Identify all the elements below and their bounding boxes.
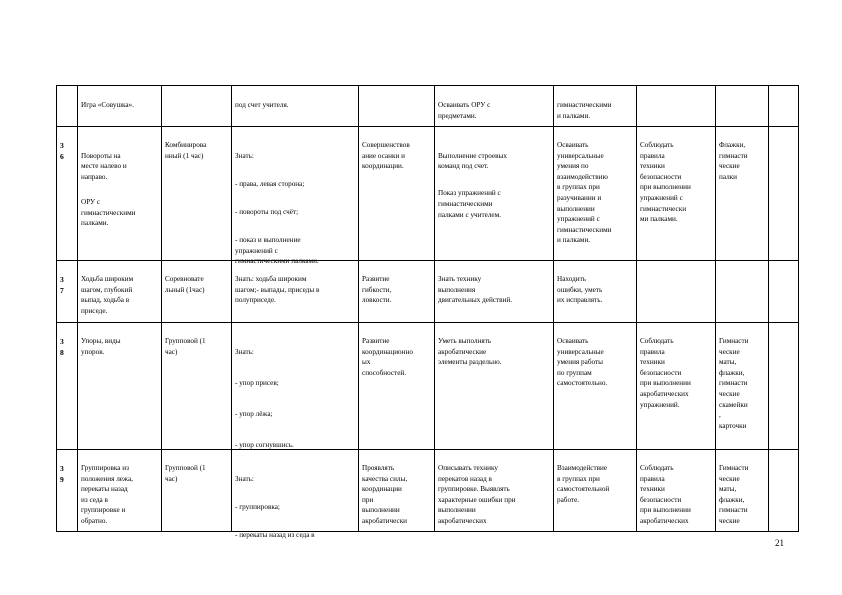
row1-meta: Совершенствов ание осанки и координации.	[362, 141, 410, 171]
row2-subject: Знать технику выполнения двигательных действий.	[438, 275, 513, 305]
row4-number: 3 9	[60, 464, 64, 484]
row0-content: под счет учителя.	[235, 101, 289, 109]
row3-topic: Упоры, виды упоров.	[81, 337, 121, 356]
row2-meta: Развитие гибкости, ловкости.	[362, 275, 392, 305]
row3-equipment: Гимнасти ческие маты, флажки, гимнасти ческие скамейки , карточки	[719, 337, 749, 430]
row2-type: Соревновате льный (1час)	[165, 275, 205, 294]
row1-number: 3 6	[60, 141, 64, 161]
row2-number: 3 7	[60, 275, 64, 295]
row0-topic: Игра «Совушка».	[81, 101, 134, 109]
page-number: 21	[775, 538, 784, 548]
row3-number: 3 8	[60, 337, 64, 357]
row3-content: Знать: - упор присев; - упор лёжа; - упор согнувшись.	[235, 347, 294, 450]
row3-type: Групповой (1 час)	[165, 337, 206, 356]
row1-equipment: Флажки, гимнасти ческие палки	[719, 141, 748, 181]
row4-subject: Описывать технику перекатов назад в группировке. Выявлять характерные ошибки при выполнении акробатических	[438, 464, 516, 525]
row2-content: Знать: ходьба широким шагом;- выпады, приседы в полуприседе.	[235, 275, 320, 305]
row3-regulative: Соблюдать правила техники безопасности при выполнении акробатических упражнений.	[640, 337, 691, 409]
row0-subject: Осваивать ОРУ с предметами.	[438, 101, 491, 120]
row1-content: Знать: - права, левая сторона; - повороты под счёт; - показ и выполнение упражнений с гимнастическими палками.	[235, 151, 319, 266]
row1-personal: Осваивать универсальные умения по взаимодействию в группах при разучивании и выполнении упражнений с гимнастическими и палками.	[557, 141, 612, 245]
row3-meta: Развитие координационно ых способностей.	[362, 337, 413, 377]
row2-topic: Ходьба широким шагом, глубокий выпад, ходьба в приседе.	[81, 275, 134, 315]
row4-equipment: Гимнасти ческие маты, флажки, гимнасти ческие	[719, 464, 749, 525]
row4-personal: Взаимодействие в группах при самостоятельной работе.	[557, 464, 610, 504]
row1-type: Комбинирова нный (1 час)	[165, 141, 207, 160]
row0-personal: гимнастическими и палками.	[557, 101, 612, 120]
row3-personal: Осваивать универсальные умения работы по группам самостоятельно.	[557, 337, 608, 388]
row4-topic: Группировка из положения лежа, перекаты назад из седа в группировке и обратно.	[81, 464, 133, 525]
row4-content: Знать: - группировка; - перекаты назад из седа в	[235, 474, 315, 539]
row4-meta: Проявлять качества силы, координации при выполнении акробатически	[362, 464, 408, 525]
row1-subject: Выполнение строевых команд под счет. Показ упражнений с гимнастическими палками с учителем.	[438, 151, 507, 219]
row1-regulative: Соблюдать правила техники безопасности при выполнении упражнений с гимнастически ми палками.	[640, 141, 691, 224]
row1-topic: Повороты на месте налево и направо. ОРУ с гимнастическими палками.	[81, 151, 136, 228]
row2-personal: Находить ошибки, уметь их исправлять.	[557, 275, 603, 305]
row4-type: Групповой (1 час)	[165, 464, 206, 483]
row4-regulative: Соблюдать правила техники безопасности при выполнении акробатических	[640, 464, 691, 525]
row3-subject: Уметь выполнять акробатические элементы раздельно.	[438, 337, 502, 367]
